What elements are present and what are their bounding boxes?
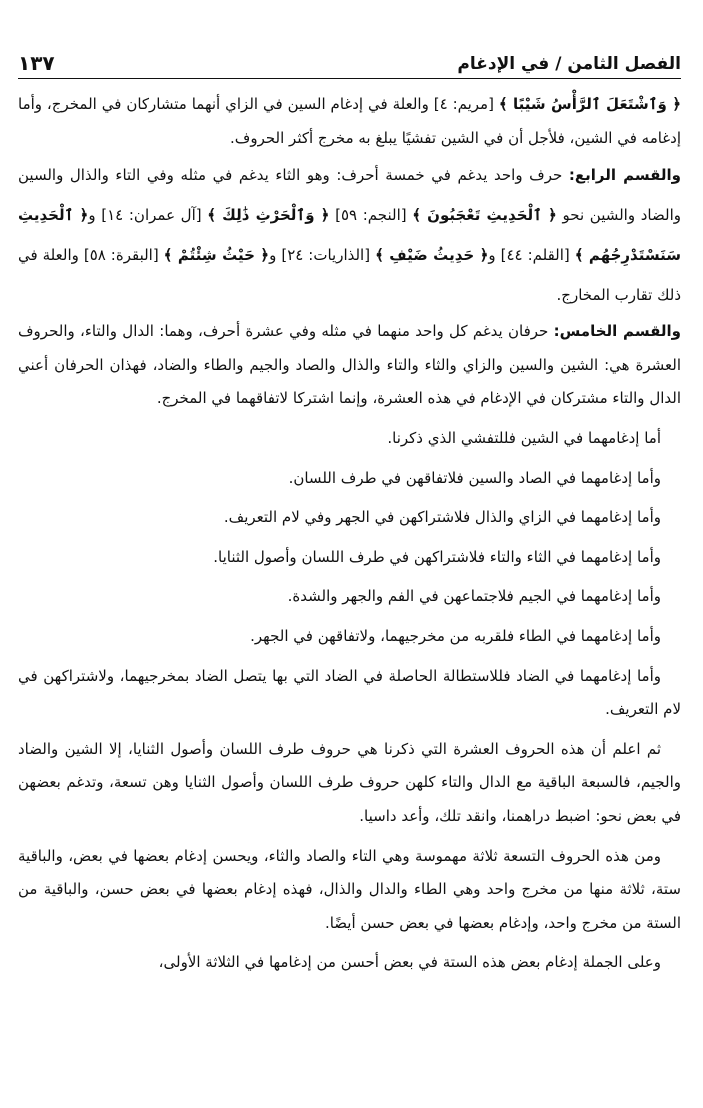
running-header [18, 44, 681, 79]
paragraph-5: ثم اعلم أن هذه الحروف العشرة التي ذكرنا هي حروف طرف اللسان وأصول الثنايا، إلا الشين والضاد والجيم، فالسبعة الباقية مع الدال والتاء كلهن حروف طرف اللسان وأصول الثنايا وهن تسعة، وتدغم بعضهن في بعض نحو: اضبط دراهمنا، وانقد تلك، وأعد داسيا. [18, 739, 681, 825]
citation: [النجم: ٥٩] [329, 206, 413, 225]
quran-verse: ﴿ حَيْثُ شِئْتُمْ ﴾ [163, 246, 270, 265]
paragraph-3 [18, 315, 681, 416]
section-term: والقسم الرابع: [568, 166, 681, 185]
citation: [الذاريات: ٢٤] و [269, 246, 376, 265]
line-1: أما إدغامهما في الشين فللتفشي الذي ذكرنا. [387, 428, 661, 447]
paragraph-text: حرف واحد يدغم في خمسة أحرف: وهو الثاء يدغم في مثله وفي التاء والذال والسين والضاد والشين نحو [18, 166, 681, 225]
paragraph-text: حرفان يدغم كل واحد منهما في مثله وفي عشرة أحرف، وهما: الدال والتاء، والحروف العشرة هي: الشين والسين والزاي والثاء والتاء والذال والصاد والجيم والطاء والضاد، فهذان الحرفان أعني الدال والتاء مشتركان في الإدغام في هذه العشرة، وإنما اشتركا لاتفاقهما في المخرج. [18, 322, 681, 408]
line-3: وأما إدغامهما في الزاي والذال فلاشتراكهن في الجهر وفي لام التعريف. [223, 508, 661, 527]
quran-verse: ﴿ وَٱشْتَعَلَ ٱلرَّأْسُ شَيْبًا ﴾ [498, 95, 681, 113]
citation: [القلم: ٤٤] و [488, 246, 575, 265]
citation: [آل عمران: ١٤] و [88, 206, 208, 225]
page-number: ١٣٧ [18, 51, 55, 75]
paragraph-6: ومن هذه الحروف التسعة ثلاثة مهموسة وهي التاء والصاد والثاء، ويحسن إدغام بعضها في بعض، والباقية ستة، ثلاثة منها من مخرج واحد وهي الطاء والدال والذال، فهذه إدغام بعضها في بعض حسن، والباقية من الستة من مخرج واحد، وإدغام بعضها في بعض حسن أيضًا. [18, 846, 681, 932]
paragraph-7: وعلى الجملة إدغام بعض هذه الستة في بعض أحسن من إدغامها في الثلاثة الأولى، [158, 953, 661, 972]
body-text [18, 88, 681, 980]
paragraph-1 [18, 88, 681, 155]
paragraph-4: وأما إدغامهما في الضاد فللاستطالة الحاصلة في الضاد التي بها يتصل الضاد بمخرجيهما، ولاشتراكهن في لام التعريف. [18, 666, 681, 719]
quran-verse: ﴿ وَٱلْحَرْثِ ذَٰلِكَ ﴾ [207, 206, 330, 225]
paragraph-text: [البقرة: ٥٨] والعلة في ذلك تقارب المخارج. [18, 246, 681, 305]
section-term: والقسم الخامس: [553, 322, 681, 341]
line-5: وأما إدغامهما في الجيم فلاجتماعهن في الفم والجهر والشدة. [287, 587, 661, 606]
chapter-title: الفصل الثامن / في الإدغام [457, 54, 681, 74]
quran-verse: ﴿ ٱلْحَدِيثِ تَعْجَبُونَ ﴾ [412, 206, 557, 225]
paragraph-2 [18, 155, 681, 315]
quran-verse: ﴿ ٱلْحَدِيثِ سَنَسْتَدْرِجُهُم ﴾ [18, 206, 681, 265]
line-4: وأما إدغامهما في الثاء والتاء فلاشتراكهن في طرف اللسان وأصول الثنايا. [213, 547, 661, 566]
paragraph-text: [مريم: ٤] والعلة في إدغام السين في الزاي أنهما متشاركان في المخرج، وأما إدغامه في الشين، فلأجل أن في الشين تفشيًا يبلغ به مخرج أكثر الحروف. [18, 95, 681, 147]
line-2: وأما إدغامهما في الصاد والسين فلاتفاقهن في طرف اللسان. [288, 468, 661, 487]
line-6: وأما إدغامهما في الطاء فلقربه من مخرجيهما، ولاتفاقهن في الجهر. [250, 626, 661, 645]
quran-verse: ﴿ حَدِيثُ ضَيْفِ ﴾ [375, 246, 489, 265]
